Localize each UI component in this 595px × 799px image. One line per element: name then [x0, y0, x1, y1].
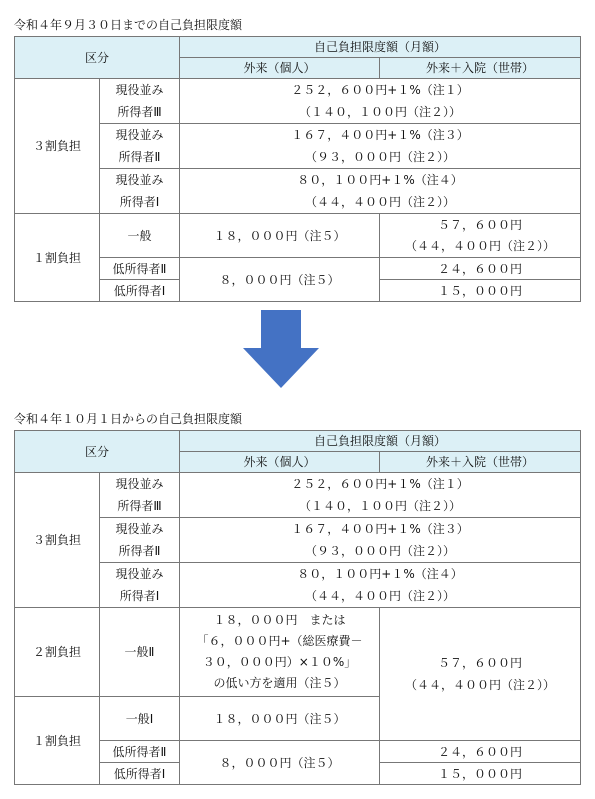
outpatient-cell: １８，０００円（注５）: [180, 214, 380, 258]
before-limit-table: [14, 36, 581, 302]
category-line: 所得者Ⅲ: [117, 105, 162, 119]
outpatient-text: １８，０００円 または: [213, 613, 346, 627]
after-caption: 令和４年１０月１日からの自己負担限度額: [14, 412, 243, 426]
amount-cell: [180, 563, 581, 608]
combined-cell: ２４，６００円: [380, 258, 581, 280]
amount-sub-text: （９３，０００円（注２））: [305, 544, 456, 558]
amount-text: ２５２，６００円+１%（注１）: [291, 477, 469, 491]
outpatient-cell: [180, 608, 380, 697]
amount-text: ８０，１００円+１%（注４）: [297, 567, 463, 581]
combined-cell: ２４，６００円: [380, 741, 581, 763]
outpatient-text: ３０，０００円）×１０%」: [202, 655, 357, 669]
amount-cell: [180, 518, 581, 563]
combined-header: 外来＋入院（世帯）: [380, 452, 581, 473]
combined-text: ５７，６００円: [438, 217, 523, 232]
amount-cell: [180, 169, 581, 214]
outpatient-text: 「６，０００円+（総医療費－: [196, 634, 363, 648]
amount-text: １６７，４００円+１%（注３）: [291, 522, 469, 536]
category-cell: [100, 473, 180, 518]
group-3wari: ３割負担: [15, 473, 100, 608]
combined-header: 外来＋入院（世帯）: [380, 58, 581, 79]
before-caption: 令和４年９月３０日までの自己負担限度額: [14, 18, 243, 32]
amount-text: １６７，４００円+１%（注３）: [291, 128, 469, 142]
amount-cell: [180, 473, 581, 518]
outpatient-header: 外来（個人）: [180, 58, 380, 79]
outpatient-cell: ８，０００円（注５）: [180, 258, 380, 302]
category-line: 現役並み: [115, 477, 164, 491]
category-line: 所得者Ⅱ: [118, 150, 161, 164]
group-1wari: １割負担: [15, 697, 100, 785]
category-header: 区分: [15, 431, 180, 473]
category-cell: 低所得者Ⅱ: [100, 258, 180, 280]
category-cell: 低所得者Ⅰ: [100, 280, 180, 302]
outpatient-cell: １８，０００円（注５）: [180, 697, 380, 741]
category-cell: 一般Ⅱ: [100, 608, 180, 697]
category-line: 現役並み: [115, 522, 164, 536]
after-limit-table: [14, 430, 581, 785]
amount-cell: [180, 124, 581, 169]
amount-sub-text: （１４０，１００円（注２））: [299, 105, 462, 119]
combined-sub-text: （４４，４００円（注２））: [405, 238, 556, 253]
limit-header: 自己負担限度額（月額）: [180, 431, 581, 452]
outpatient-header: 外来（個人）: [180, 452, 380, 473]
combined-cell: [380, 214, 581, 258]
category-line: 所得者Ⅱ: [118, 544, 161, 558]
amount-cell: [180, 79, 581, 124]
amount-text: ２５２，６００円+１%（注１）: [291, 83, 469, 97]
amount-sub-text: （４４，４００円（注２））: [305, 589, 456, 603]
amount-sub-text: （１４０，１００円（注２））: [299, 499, 462, 513]
combined-cell: [380, 608, 581, 741]
outpatient-text: の低い方を適用（注５）: [213, 676, 346, 690]
outpatient-cell: ８，０００円（注５）: [180, 741, 380, 785]
category-cell: 低所得者Ⅱ: [100, 741, 180, 763]
amount-text: ８０，１００円+１%（注４）: [297, 173, 463, 187]
category-cell: [100, 169, 180, 214]
group-3wari: ３割負担: [15, 79, 100, 214]
category-line: 所得者Ⅰ: [119, 589, 160, 603]
category-line: 所得者Ⅲ: [117, 499, 162, 513]
category-line: 現役並み: [115, 567, 164, 581]
amount-sub-text: （９３，０００円（注２））: [305, 150, 456, 164]
category-cell: [100, 124, 180, 169]
limit-header: 自己負担限度額（月額）: [180, 37, 581, 58]
down-arrow-icon: [241, 310, 321, 388]
category-cell: 一般: [100, 214, 180, 258]
combined-cell: １５，０００円: [380, 280, 581, 302]
category-cell: 低所得者Ⅰ: [100, 763, 180, 785]
combined-sub-text: （４４，４００円（注２））: [405, 678, 556, 692]
amount-sub-text: （４４，４００円（注２））: [305, 195, 456, 209]
category-cell: [100, 563, 180, 608]
category-line: 現役並み: [115, 128, 164, 142]
category-header: 区分: [15, 37, 180, 79]
combined-cell: １５，０００円: [380, 763, 581, 785]
category-cell: [100, 79, 180, 124]
group-2wari: ２割負担: [15, 608, 100, 697]
category-line: 現役並み: [115, 83, 164, 97]
category-cell: [100, 518, 180, 563]
combined-text: ５７，６００円: [438, 656, 523, 670]
category-cell: 一般Ⅰ: [100, 697, 180, 741]
group-1wari: １割負担: [15, 214, 100, 302]
category-line: 所得者Ⅰ: [119, 195, 160, 209]
category-line: 現役並み: [115, 173, 164, 187]
